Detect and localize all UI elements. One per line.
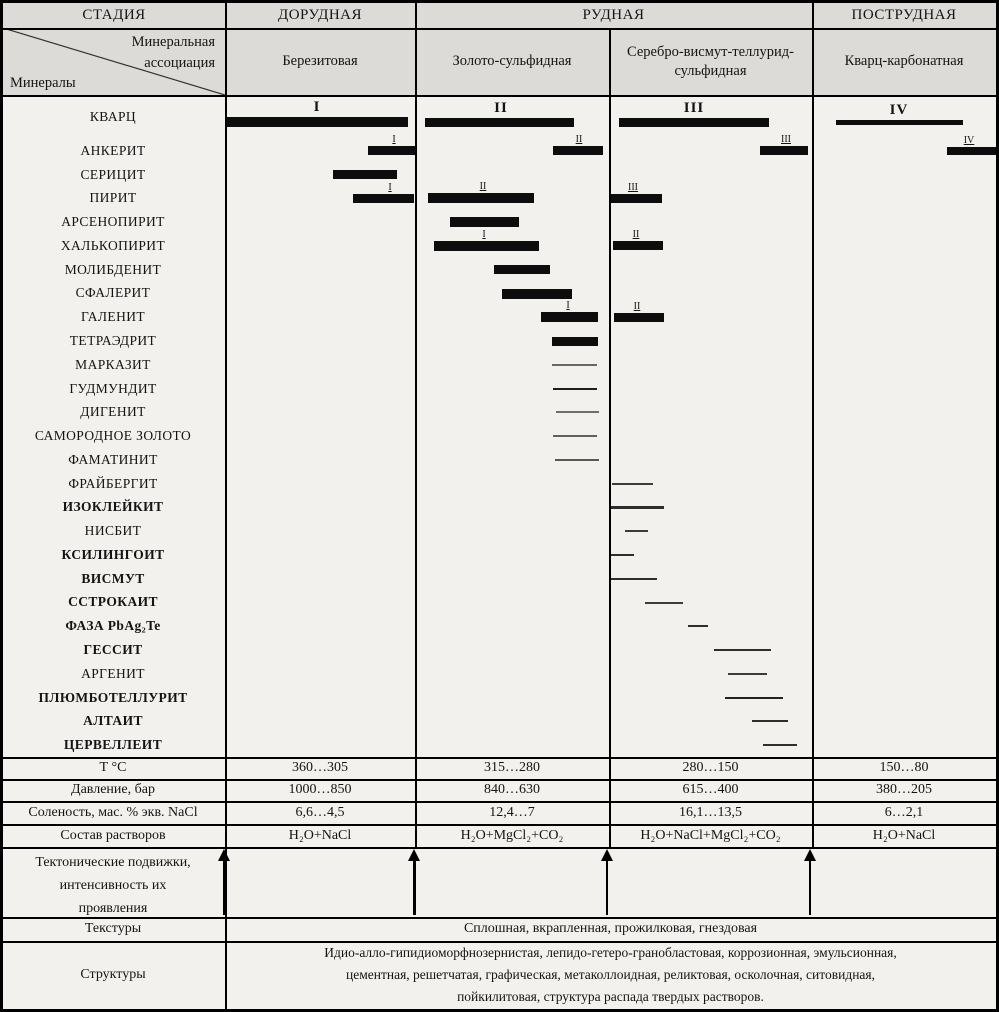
stage-numeral: II [494, 99, 508, 116]
column-divider [812, 3, 814, 847]
param-value: 280…150 [682, 760, 739, 775]
association-gold-sulfide: Золото-сульфидная [452, 53, 572, 69]
mineral-label: ПИРИТ [89, 190, 137, 206]
up-arrow-shaft [606, 860, 608, 915]
row-divider [3, 824, 996, 826]
structures-label: Структуры [80, 967, 146, 982]
mineral-bar [688, 625, 708, 627]
mineral-bar [502, 289, 572, 299]
mineral-label: ПЛЮМБОТЕЛЛУРИТ [38, 689, 188, 705]
mineral-label: МАРКАЗИТ [75, 356, 151, 372]
param-value: 12,4…7 [489, 804, 535, 820]
mineral-bar [625, 530, 648, 532]
row-divider [3, 757, 996, 759]
mineral-bar [227, 117, 408, 127]
mineral-bar [609, 506, 664, 509]
up-arrow-head [218, 849, 230, 861]
mineral-bar [555, 459, 599, 461]
mineral-bar [614, 313, 664, 322]
tectonics-label-line: Тектонические подвижки, [35, 855, 191, 870]
stage-numeral: II [479, 181, 487, 193]
mineral-label: АРСЕНОПИРИТ [61, 214, 165, 230]
param-value: H₂O+NaCl [872, 827, 936, 843]
mineral-bar [645, 602, 683, 604]
stage-numeral: IV [963, 134, 975, 146]
stage-numeral: III [683, 99, 705, 116]
row-divider [3, 779, 996, 781]
mineral-bar [353, 194, 414, 203]
mineral-label: СЕРИЦИТ [80, 166, 146, 182]
mineral-label: АНКЕРИТ [80, 142, 146, 158]
stage-numeral: III [628, 181, 638, 193]
mineral-label: ГУДМУНДИТ [69, 380, 157, 396]
mineral-label: НИСБИТ [84, 523, 142, 539]
mineral-bar [553, 146, 603, 155]
mineral-bar [714, 649, 771, 651]
structures-value [225, 941, 996, 1009]
param-value: 6…2,1 [884, 804, 924, 820]
row-divider [3, 941, 996, 943]
row-divider [3, 801, 996, 803]
column-divider [225, 3, 227, 1009]
param-value: H₂O+NaCl [288, 827, 352, 843]
row-divider [3, 95, 996, 97]
param-row-label: Т °С [99, 760, 127, 775]
mineral-bar [611, 194, 662, 203]
mineral-label: ДИГЕНИТ [80, 404, 146, 420]
param-value: 380…205 [876, 782, 932, 797]
structures-text-line: цементная, решетчатая, графическая, метаколлоидная, реликтовая, осколочная, ситовидная, [345, 967, 875, 982]
mineral-label: ГЕССИТ [83, 642, 143, 658]
stage-numeral: II [575, 134, 583, 146]
mineral-label: АЛТАИТ [83, 713, 143, 729]
mineral-bar [428, 193, 534, 203]
row-divider [3, 28, 996, 30]
mineral-label: ФРАЙБЕРГИТ [68, 475, 158, 491]
stage-numeral: I [313, 99, 321, 115]
param-row-label: Соленость, мас. % экв. NaCl [28, 804, 198, 820]
param-row-label: Давление, бар [71, 782, 155, 797]
mineral-bar [333, 170, 397, 179]
mineral-label: ВИСМУТ [81, 570, 145, 586]
stage-numeral: IV [889, 101, 909, 118]
mineral-bar [552, 364, 597, 366]
mineral-bar [553, 388, 597, 390]
stage-numeral: III [781, 134, 791, 146]
param-value: 150…80 [879, 760, 929, 775]
association-silver-bismuth: Серебро-висмут-теллурид-сульфидная [626, 43, 795, 79]
corner-association-label: Минеральная ассоциация [131, 34, 215, 71]
mineral-bar [494, 265, 550, 274]
up-arrow-shaft [809, 860, 811, 915]
row-divider [3, 847, 996, 849]
mineral-bar [609, 578, 657, 580]
mineral-label: ФАЗА PbAg₂Te [65, 618, 161, 634]
mineral-bar [619, 118, 769, 127]
mineral-bar [947, 147, 996, 155]
mineral-bar [552, 337, 598, 346]
mineral-label: АРГЕНИТ [81, 665, 145, 681]
tectonics-label-line: проявления [78, 901, 148, 916]
mineral-label: ИЗОКЛЕЙКИТ [62, 499, 164, 515]
stage-numeral: I [566, 300, 570, 312]
param-value: 6,6…4,5 [295, 804, 345, 820]
corner-minerals-label: Минералы [10, 75, 76, 91]
param-value: 840…630 [484, 782, 540, 797]
mineral-bar [368, 146, 415, 155]
mineral-label: ФАМАТИНИТ [68, 451, 158, 467]
mineral-label: ЦЕРВЕЛЛЕИТ [63, 737, 163, 753]
mineral-bar [425, 118, 574, 127]
association-berezite: Березитовая [282, 53, 358, 69]
stage-numeral: I [482, 228, 486, 240]
stage-numeral: I [388, 181, 392, 193]
column-divider [415, 3, 417, 847]
mineral-label: КВАРЦ [89, 109, 137, 124]
mineral-bar [728, 673, 767, 675]
row-divider [3, 917, 996, 919]
stage-pre-ore: ДОРУДНАЯ [277, 7, 363, 23]
mineral-label: ССТРОКАИТ [68, 594, 158, 610]
stage-numeral: II [633, 300, 641, 312]
stage-ore: РУДНАЯ [582, 7, 645, 23]
up-arrow-head [804, 849, 816, 861]
corner-cell [3, 28, 225, 95]
up-arrow-shaft [413, 860, 416, 915]
mineral-bar [612, 483, 653, 485]
up-arrow-head [408, 849, 420, 861]
param-value: 315…280 [484, 760, 540, 775]
column-divider [609, 28, 611, 847]
textures-label: Текстуры [84, 921, 142, 936]
mineral-label: ГАЛЕНИТ [80, 309, 146, 325]
mineral-bar [725, 697, 783, 699]
mineral-bar [434, 241, 539, 251]
mineral-bar [450, 217, 519, 227]
mineral-bar [553, 435, 597, 437]
mineral-bar [556, 411, 599, 413]
stage-numeral: II [632, 229, 640, 241]
mineral-bar [763, 744, 797, 746]
structures-text-line: пойкилитовая, структура распада твердых растворов. [457, 989, 764, 1004]
param-row-label: Состав растворов [60, 827, 166, 843]
stage-post-ore: ПОСТРУДНАЯ [851, 7, 957, 23]
tectonics-label [3, 851, 223, 920]
mineral-bar [613, 241, 663, 250]
textures-value: Сплошная, вкрапленная, прожилковая, гнездовая [463, 921, 758, 936]
mineral-label: КСИЛИНГОИТ [61, 546, 165, 562]
stage-header-label: СТАДИЯ [82, 7, 146, 23]
structures-text-line: Идио-алло-гипидиоморфнозернистая, лепидо-гетеро-гранобластовая, коррозионная, эмульсионная, [324, 945, 897, 960]
mineral-bar [541, 312, 598, 322]
mineral-label: САМОРОДНОЕ ЗОЛОТО [34, 428, 192, 444]
mineral-bar [836, 120, 963, 125]
up-arrow-head [601, 849, 613, 861]
mineral-label: ТЕТРАЭДРИТ [69, 333, 157, 349]
mineral-label: ХАЛЬКОПИРИТ [60, 237, 166, 253]
mineral-bar [752, 720, 788, 722]
mineral-bar [760, 146, 808, 155]
param-value: H₂O+MgCl₂+CO₂ [460, 827, 564, 843]
param-value: 1000…850 [288, 782, 352, 797]
association-quartz-carbonate: Кварц-карбонатная [844, 53, 964, 69]
mineral-label: СФАЛЕРИТ [75, 285, 151, 301]
param-value: 16,1…13,5 [679, 804, 742, 820]
mineral-label: МОЛИБДЕНИТ [64, 261, 162, 277]
tectonics-label-line: интенсивность их [59, 878, 167, 893]
mineral-bar [611, 554, 634, 556]
param-value: 615…400 [682, 782, 739, 797]
param-value: 360…305 [292, 760, 348, 775]
stage-numeral: I [392, 134, 396, 146]
param-value: H₂O+NaCl+MgCl₂+CO₂ [640, 827, 781, 843]
